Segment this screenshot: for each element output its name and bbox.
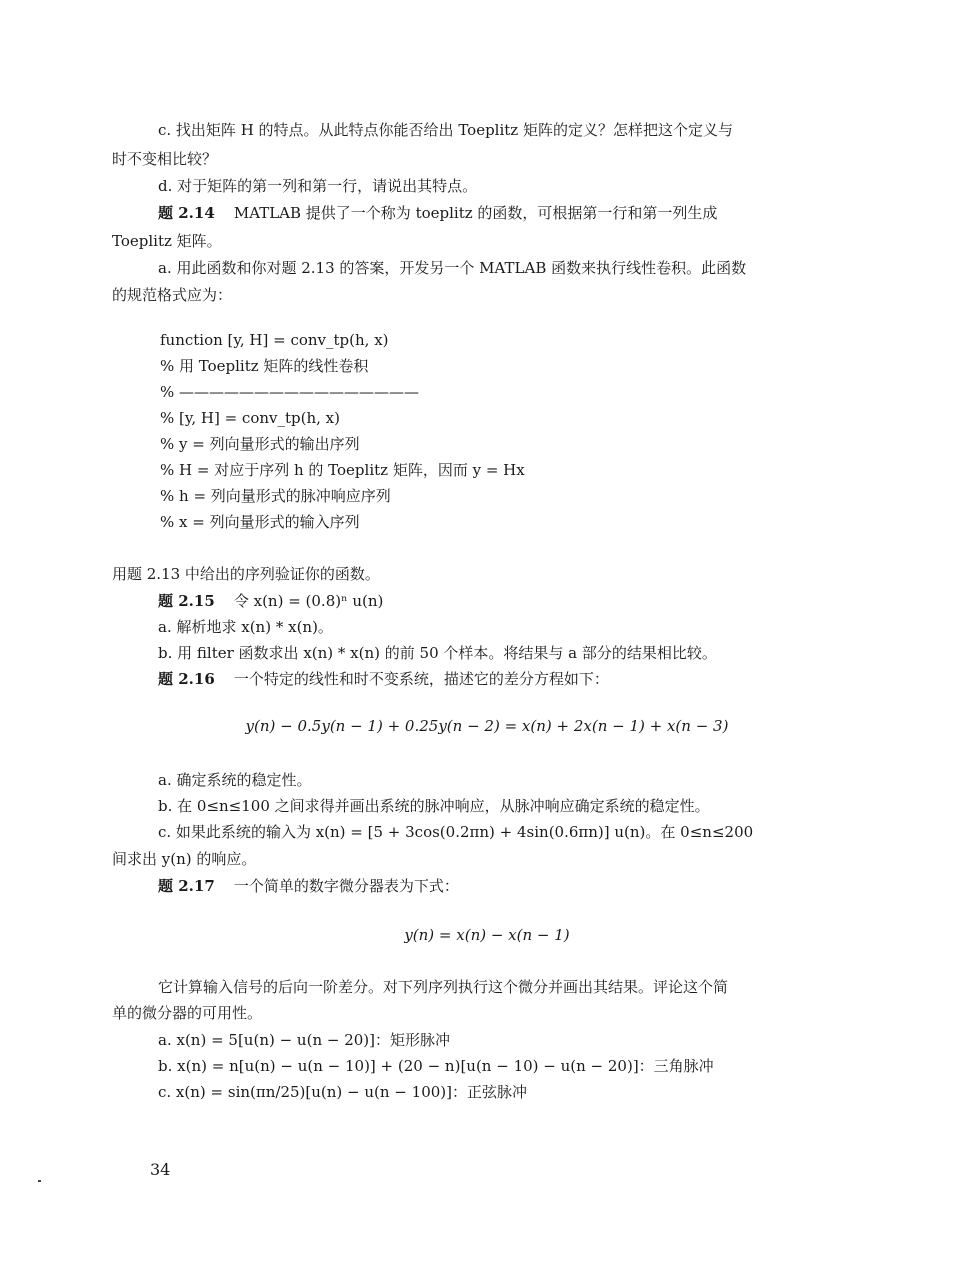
text-line: a. 用此函数和你对题 2.13 的答案，开发另一个 MATLAB 函数来执行线性卷积。此函数 — [158, 259, 747, 277]
problem-heading: 题 2.17 — [158, 877, 215, 895]
code-line: % y = 列向量形式的输出序列 — [160, 435, 360, 453]
text-line: c. 如果此系统的输入为 x(n) = [5 + 3cos(0.2πn) + 4sin(0.6πn)] u(n)。在 0≤n≤200 — [158, 823, 754, 841]
text-line: MATLAB 提供了一个称为 toeplitz 的函数，可根据第一行和第一列生成 — [233, 204, 718, 222]
problem-heading: 题 2.14 — [158, 204, 215, 222]
text-line: Toeplitz 矩阵。 — [112, 232, 222, 250]
code-line: % [y, H] = conv_tp(h, x) — [160, 409, 340, 427]
text-line: 一个特定的线性和时不变系统，描述它的差分方程如下： — [233, 670, 609, 688]
text-line: b. x(n) = n[u(n) − u(n − 10)] + (20 − n)[u(n − 10) − u(n − 20)]：三角脉冲 — [158, 1057, 714, 1075]
code-line: % 用 Toeplitz 矩阵的线性卷积 — [160, 357, 369, 375]
problem-heading: 题 2.16 — [158, 670, 215, 688]
text-line: 单的微分器的可用性。 — [112, 1004, 263, 1022]
code-line: function [y, H] = conv_tp(h, x) — [160, 331, 389, 349]
text-line: 一个简单的数字微分器表为下式： — [233, 877, 459, 895]
text-line: 用题 2.13 中给出的序列验证你的函数。 — [112, 565, 380, 583]
code-line: % H = 对应于序列 h 的 Toeplitz 矩阵，因而 y = Hx — [160, 461, 525, 479]
problem-2-14 — [158, 203, 862, 223]
code-line: % x = 列向量形式的输入序列 — [160, 513, 360, 531]
text-line: d. 对于矩阵的第一列和第一行，请说出其特点。 — [158, 177, 478, 195]
problem-2-17 — [158, 876, 862, 896]
text-line: c. x(n) = sin(πn/25)[u(n) − u(n − 100)]：正弦脉冲 — [158, 1083, 527, 1101]
code-line: % h = 列向量形式的脉冲响应序列 — [160, 487, 391, 505]
text-line: b. 用 filter 函数求出 x(n) * x(n) 的前 50 个样本。将结果与 a 部分的结果相比较。 — [158, 644, 717, 662]
problem-2-16 — [158, 669, 862, 689]
problem-2-15 — [158, 591, 862, 611]
page-number: 34 — [150, 1160, 171, 1179]
text-line: a. 解析地求 x(n) * x(n)。 — [158, 618, 333, 636]
text-line: 间求出 y(n) 的响应。 — [112, 850, 257, 868]
scan-speck — [38, 1180, 41, 1182]
text-line: 的规范格式应为： — [112, 286, 233, 304]
text-line: 它计算输入信号的后向一阶差分。对下列序列执行这个微分并画出其结果。评论这个简 — [158, 978, 729, 996]
differentiator-equation: y(n) = x(n) − x(n − 1) — [404, 926, 570, 944]
difference-equation: y(n) − 0.5y(n − 1) + 0.25y(n − 2) = x(n) + 2x(n − 1) + x(n − 3) — [245, 717, 729, 735]
problem-heading: 题 2.15 — [158, 592, 215, 610]
text-line: 令 x(n) = (0.8)ⁿ u(n) — [233, 592, 384, 610]
text-line: b. 在 0≤n≤100 之间求得并画出系统的脉冲响应，从脉冲响应确定系统的稳定性。 — [158, 797, 710, 815]
text-line: a. x(n) = 5[u(n) − u(n − 20)]：矩形脉冲 — [158, 1031, 451, 1049]
text-line: a. 确定系统的稳定性。 — [158, 771, 312, 789]
code-line: % ———————————————— — [160, 383, 420, 401]
text-line: c. 找出矩阵 H 的特点。从此特点你能否给出 Toeplitz 矩阵的定义？怎样把这个定义与 — [158, 121, 733, 139]
text-line: 时不变相比较？ — [112, 150, 218, 168]
